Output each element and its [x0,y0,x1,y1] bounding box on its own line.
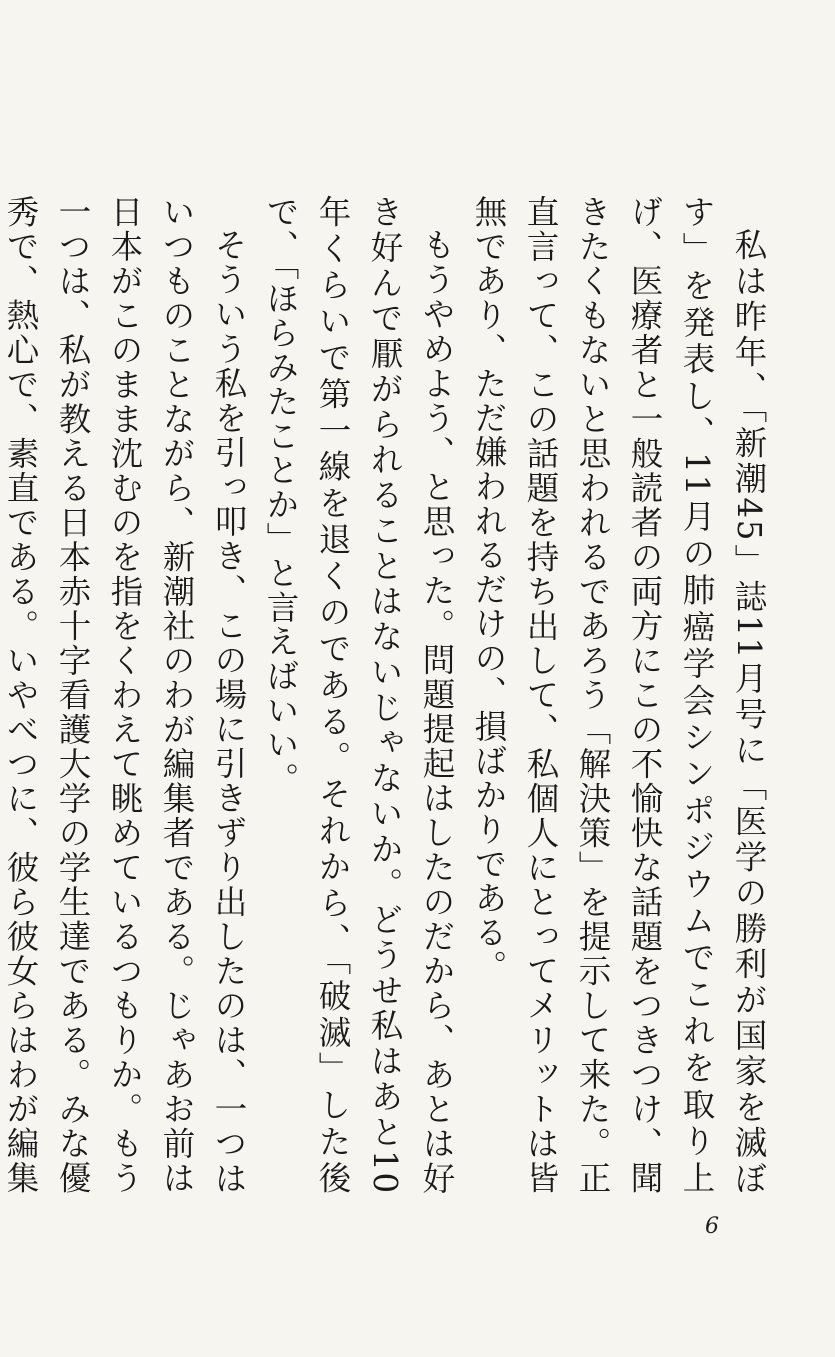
vertical-text-block [2,195,775,1195]
paragraph-1: 私は昨年、「新潮45」誌11月号に「医学の勝利が国家を滅ぼす」を発表し、11月の肺癌学会シンポジウムでこれを取り上げ、医療者と一般読者の両方にこの不愉快な話題をつきつけ、聞きたくもないと思われるであろう「解決策」を提示して来た。正直言って、この話題を持ち出して、私個人にとってメリットは皆無であり、ただ嫌われるだけの、損ばかりである。 [470,195,768,1195]
paragraph-3: そういう私を引っ叩き、この場に引きずり出したのは、一つはいつものことながら、新潮社のわが編集者である。じゃあお前は日本がこのまま沈むのを指をくわえて眺めているつもりか。もう一つは、私が教える日本赤十字看護大学の学生達である。みな優秀で、熱心で、素直である。いやべつに、彼ら彼女らはわが編集 [2,195,248,1195]
paragraph-2: もうやめよう、と思った。問題提起はしたのだから、あとは好き好んで厭がられることはないじゃないか。どうせ私はあと10年くらいで第一線を退くのである。それから、「破滅」した後で、「ほらみたことか」と言えばいい。 [262,195,456,1195]
page-number: 6 [705,1214,719,1239]
